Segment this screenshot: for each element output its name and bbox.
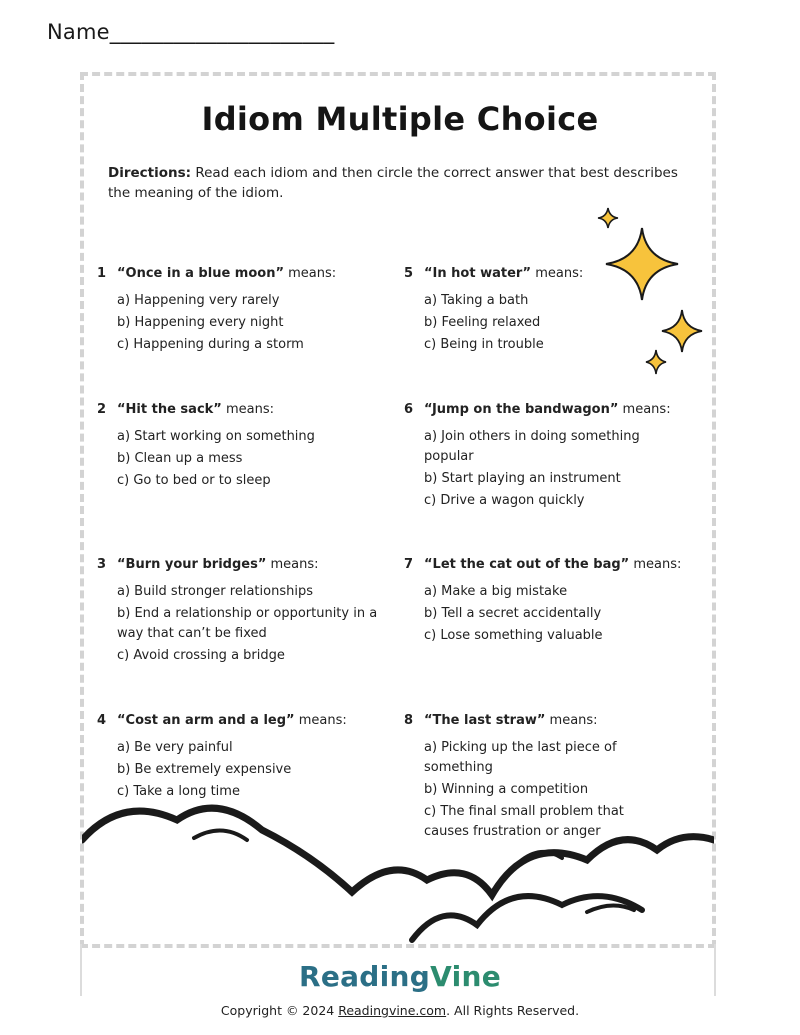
answer-option-c[interactable]: c) Avoid crossing a bridge bbox=[117, 648, 285, 663]
question-idiom: “Burn your bridges” bbox=[117, 557, 267, 572]
question-number: 5 bbox=[404, 266, 414, 281]
question-number: 4 bbox=[97, 713, 107, 728]
answer-option-c[interactable]: c) Happening during a storm bbox=[117, 337, 304, 352]
question-suffix: means: bbox=[618, 402, 671, 417]
answer-option-a[interactable]: a) Taking a bath bbox=[424, 293, 529, 308]
question-idiom: “Once in a blue moon” bbox=[117, 266, 285, 281]
answer-option-b[interactable]: b) Winning a competition bbox=[424, 782, 589, 797]
page-title: Idiom Multiple Choice bbox=[201, 100, 599, 138]
copyright-suffix: . All Rights Reserved. bbox=[446, 1003, 580, 1018]
clouds-decoration-icon bbox=[82, 800, 714, 946]
answer-option-a[interactable]: a) Join others in doing something popular bbox=[424, 429, 640, 464]
answer-option-c[interactable]: c) Being in trouble bbox=[424, 337, 544, 352]
answer-option-a[interactable]: a) Happening very rarely bbox=[117, 293, 280, 308]
question-suffix: means: bbox=[545, 713, 598, 728]
cloud-lower-icon bbox=[412, 896, 642, 940]
answer-option-b[interactable]: b) Start playing an instrument bbox=[424, 471, 621, 486]
directions-text: Read each idiom and then circle the correct answer that best describes the meaning of the idiom. bbox=[108, 165, 678, 201]
answer-option-c[interactable]: c) Take a long time bbox=[117, 784, 240, 799]
directions-label: Directions: bbox=[108, 165, 192, 181]
question-3 bbox=[97, 557, 382, 668]
question-6 bbox=[404, 402, 674, 513]
logo-vine: Vine bbox=[430, 960, 502, 993]
question-suffix: means: bbox=[294, 713, 347, 728]
name-field-label: Name_____________________ bbox=[47, 20, 335, 44]
answer-option-b[interactable]: b) Clean up a mess bbox=[117, 451, 243, 466]
question-number: 6 bbox=[404, 402, 414, 417]
question-suffix: means: bbox=[266, 557, 319, 572]
readingvine-logo[interactable] bbox=[0, 960, 800, 993]
cloud-inner-line-icon bbox=[194, 830, 247, 840]
cloud-outline-icon bbox=[82, 808, 714, 895]
question-idiom: “Hit the sack” bbox=[117, 402, 222, 417]
logo-reading: Reading bbox=[298, 960, 431, 993]
copyright-prefix: Copyright © 2024 bbox=[220, 1003, 339, 1018]
answer-option-b[interactable]: b) Tell a secret accidentally bbox=[424, 606, 602, 621]
question-7 bbox=[404, 557, 704, 648]
question-1 bbox=[97, 266, 397, 357]
question-number: 3 bbox=[97, 557, 107, 572]
copyright-footer bbox=[0, 1003, 800, 1018]
website-link[interactable]: Readingvine.com bbox=[338, 1003, 447, 1018]
answer-option-a[interactable]: a) Be very painful bbox=[117, 740, 233, 755]
answer-option-c[interactable]: c) The final small problem that causes frustration or anger bbox=[424, 804, 624, 839]
answer-option-c[interactable]: c) Drive a wagon quickly bbox=[424, 493, 585, 508]
question-number: 1 bbox=[97, 266, 107, 281]
question-number: 8 bbox=[404, 713, 414, 728]
answer-option-b[interactable]: b) Happening every night bbox=[117, 315, 284, 330]
question-suffix: means: bbox=[531, 266, 584, 281]
question-5 bbox=[404, 266, 704, 357]
question-suffix: means: bbox=[221, 402, 274, 417]
directions bbox=[108, 163, 698, 203]
answer-option-c[interactable]: c) Go to bed or to sleep bbox=[117, 473, 271, 488]
question-suffix: means: bbox=[629, 557, 682, 572]
question-number: 2 bbox=[97, 402, 107, 417]
answer-option-b[interactable]: b) Feeling relaxed bbox=[424, 315, 541, 330]
question-idiom: “Cost an arm and a leg” bbox=[117, 713, 295, 728]
sparkle-small-icon bbox=[598, 208, 618, 228]
question-suffix: means: bbox=[284, 266, 337, 281]
question-idiom: “Let the cat out of the bag” bbox=[424, 557, 630, 572]
question-idiom: “Jump on the bandwagon” bbox=[424, 402, 619, 417]
answer-option-a[interactable]: a) Picking up the last piece of something bbox=[424, 740, 617, 775]
answer-option-c[interactable]: c) Lose something valuable bbox=[424, 628, 603, 643]
answer-option-b[interactable]: b) Be extremely expensive bbox=[117, 762, 292, 777]
answer-option-b[interactable]: b) End a relationship or opportunity in a way that can’t be fixed bbox=[117, 606, 378, 641]
answer-option-a[interactable]: a) Build stronger relationships bbox=[117, 584, 313, 599]
answer-option-a[interactable]: a) Make a big mistake bbox=[424, 584, 568, 599]
question-idiom: “The last straw” bbox=[424, 713, 546, 728]
question-2 bbox=[97, 402, 397, 493]
question-4 bbox=[97, 713, 397, 804]
question-number: 7 bbox=[404, 557, 414, 572]
cloud-inner-line-icon bbox=[587, 905, 634, 912]
question-idiom: “In hot water” bbox=[424, 266, 532, 281]
answer-option-a[interactable]: a) Start working on something bbox=[117, 429, 315, 444]
